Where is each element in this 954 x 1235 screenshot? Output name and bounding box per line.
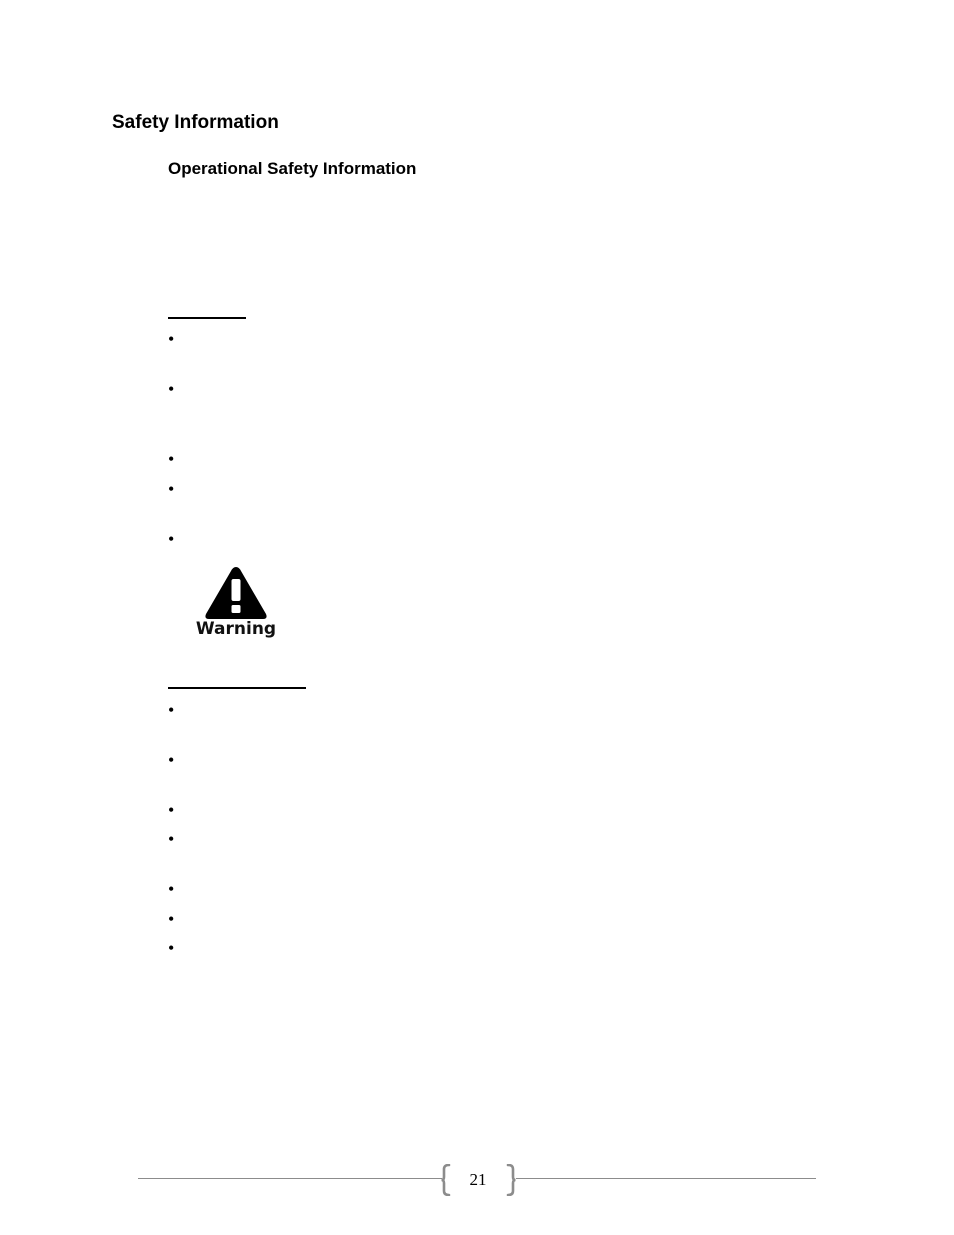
list-bullet: • [168, 479, 175, 499]
list-bullet: • [168, 909, 175, 929]
warning-graphic [190, 563, 282, 645]
list-bullet: • [168, 529, 175, 549]
warning-label: Warning [195, 619, 277, 639]
page-number: 21 [469, 1170, 487, 1189]
warning-triangle-icon [190, 563, 282, 623]
list-bullet: • [168, 938, 175, 958]
list-bullet: • [168, 379, 175, 399]
list-bullet: • [168, 700, 175, 720]
list-bullet: • [168, 800, 175, 820]
section-underline-2 [168, 687, 306, 689]
list-bullet: • [168, 829, 175, 849]
footer-rule-right [516, 1178, 816, 1179]
page-title: Safety Information [112, 112, 279, 133]
list-bullet: • [168, 750, 175, 770]
section-subtitle: Operational Safety Information [168, 159, 417, 178]
list-bullet: • [168, 879, 175, 899]
footer-right-bracket [506, 1164, 516, 1196]
list-bullet: • [168, 329, 175, 349]
footer-rule-left [138, 1178, 442, 1179]
section-underline-1 [168, 317, 246, 319]
list-bullet: • [168, 449, 175, 469]
